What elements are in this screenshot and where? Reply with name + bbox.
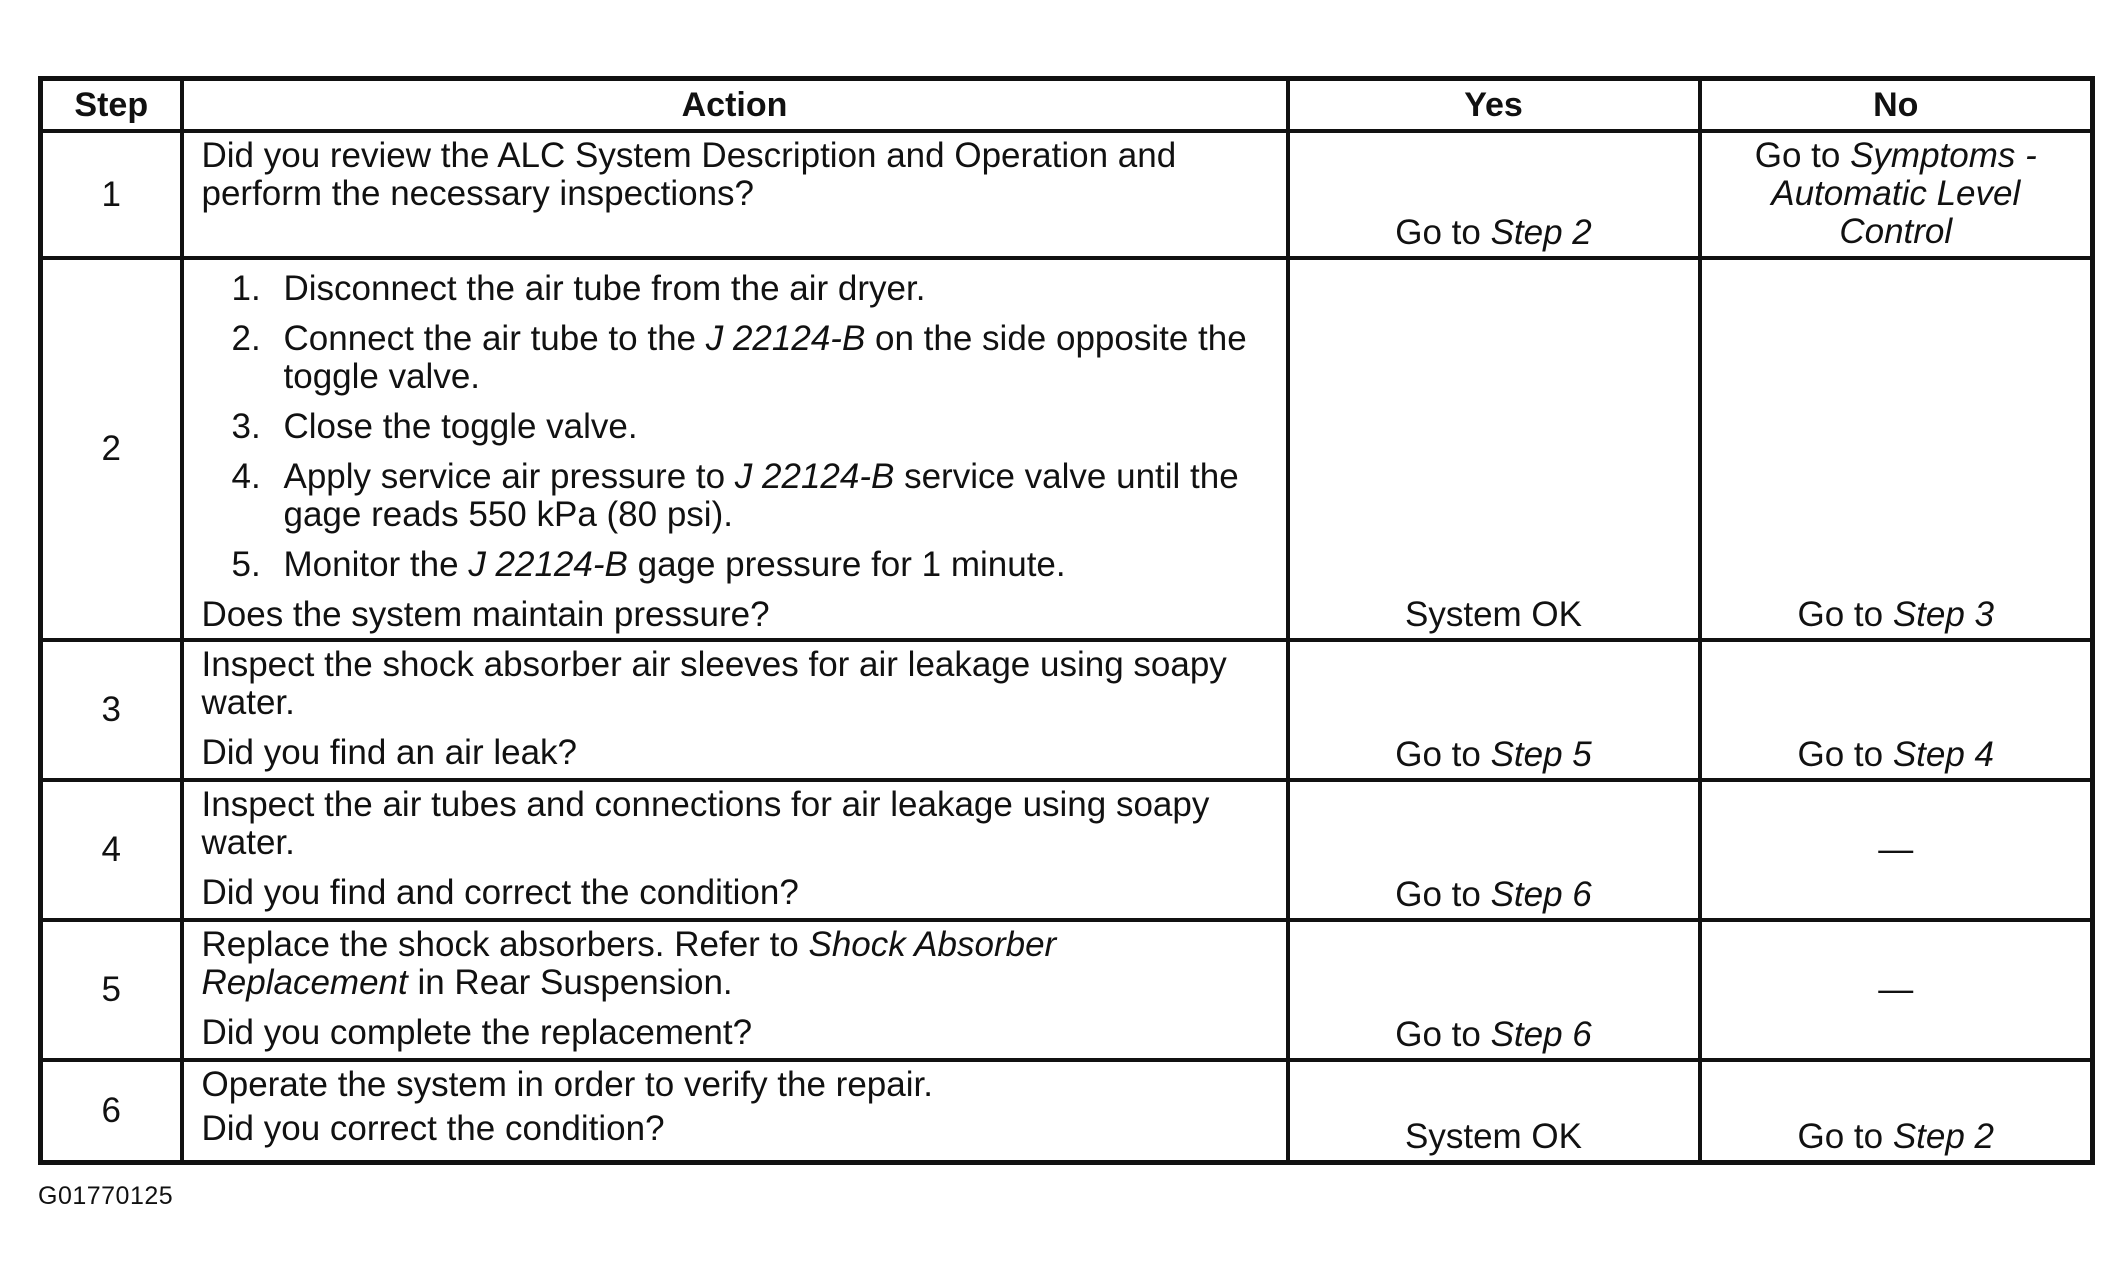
step-link[interactable]: Step 5 [1490, 735, 1592, 774]
yes-result: System OK [1405, 1116, 1582, 1156]
no-result [1702, 133, 2091, 251]
sub-step [202, 458, 1272, 534]
sub-step-text: service valve until the gage reads 550 kPa (80 psi). [283, 457, 1239, 534]
action-cell [182, 920, 1288, 1060]
action-text-part: in Rear Suspension. [407, 963, 733, 1002]
action-question: Did you find an air leak? [201, 733, 577, 772]
action-text: Inspect the shock absorber air sleeves for air leakage using soapy water. [201, 645, 1227, 722]
no-cell [1700, 1060, 2093, 1162]
no-result [1702, 736, 2091, 774]
header-action: Action [182, 79, 1288, 132]
no-cell [1700, 640, 2093, 780]
action-text [202, 926, 1272, 1002]
step-number: 2 [41, 258, 182, 640]
action-text: Inspect the air tubes and connections for air leakage using soapy water. [201, 785, 1210, 862]
sub-step-text: Disconnect the air tube from the air dryer. [283, 269, 926, 308]
no-result [1702, 1118, 2091, 1156]
step-number: 4 [41, 780, 182, 920]
yes-result [1290, 876, 1698, 914]
step-number: 3 [41, 640, 182, 780]
no-prefix: Go to [1797, 1116, 1893, 1156]
tool-reference: J 22124-B [734, 457, 895, 496]
action-cell [182, 131, 1288, 258]
yes-result [1290, 1016, 1698, 1054]
no-cell [1700, 780, 2093, 920]
table-row [41, 258, 2093, 640]
no-cell [1700, 258, 2093, 640]
yes-prefix: Go to [1395, 875, 1491, 914]
sub-step-text: Close the toggle valve. [283, 407, 638, 446]
action-text-part: Replace the shock absorbers. Refer to [201, 925, 809, 964]
sub-step-text: Apply service air pressure to [283, 457, 735, 496]
table-header-row [41, 79, 2093, 132]
sub-step-number: 3. [231, 407, 261, 446]
yes-prefix: Go to [1395, 213, 1491, 252]
sub-step-number: 4. [231, 457, 261, 496]
action-text: Operate the system in order to verify the repair. [201, 1065, 933, 1104]
yes-cell [1288, 920, 1700, 1060]
sub-step-number: 5. [231, 545, 261, 584]
step-link[interactable]: Step 2 [1892, 1116, 1995, 1156]
no-prefix: Go to [1797, 595, 1893, 634]
no-cell [1700, 920, 2093, 1060]
sub-step-text: gage pressure for 1 minute. [627, 545, 1066, 584]
step-number: 1 [41, 131, 182, 258]
tool-reference: J 22124-B [705, 319, 866, 358]
table-row [41, 1060, 2093, 1162]
table-row [41, 640, 2093, 780]
step-number: 6 [41, 1060, 182, 1162]
action-question: Did you correct the condition? [201, 1109, 665, 1148]
header-step: Step [41, 79, 182, 132]
sub-step-text: on the side opposite the toggle valve. [283, 319, 1247, 396]
no-prefix: Go to [1754, 136, 1851, 175]
no-prefix: Go to [1797, 735, 1893, 774]
diagnostic-table [38, 76, 2095, 1165]
step-number: 5 [41, 920, 182, 1060]
header-yes: Yes [1288, 79, 1700, 132]
yes-result: System OK [1405, 595, 1582, 634]
symptoms-link[interactable]: Symptoms - Automatic Level Control [1771, 136, 2037, 251]
step-link[interactable]: Step 2 [1490, 213, 1592, 252]
step-link[interactable]: Step 6 [1490, 1015, 1592, 1054]
table-row [41, 920, 2093, 1060]
step-link[interactable]: Step 4 [1892, 735, 1995, 774]
table-row [41, 131, 2093, 258]
figure-id: G01770125 [38, 1182, 174, 1210]
sub-step-list [202, 270, 1272, 584]
no-result [1702, 596, 2091, 634]
sub-step [202, 546, 1272, 584]
tool-reference: J 22124-B [468, 545, 628, 584]
yes-cell [1288, 131, 1700, 258]
action-question: Did you complete the replacement? [201, 1013, 753, 1052]
yes-result [1290, 214, 1698, 252]
action-cell [182, 1060, 1288, 1162]
yes-cell [1288, 258, 1700, 640]
action-question: Does the system maintain pressure? [201, 595, 770, 634]
sub-step [202, 320, 1272, 396]
action-cell [182, 640, 1288, 780]
sub-step-text: Monitor the [283, 545, 469, 584]
sub-step-text: Connect the air tube to the [283, 319, 706, 358]
no-result-dash: — [1878, 830, 1914, 869]
sub-step [202, 270, 1272, 308]
procedure-link[interactable]: Shock Absorber Replacement [201, 925, 1057, 1002]
step-link[interactable]: Step 6 [1490, 875, 1592, 914]
header-no: No [1700, 79, 2093, 132]
yes-prefix: Go to [1395, 735, 1491, 774]
table-row [41, 780, 2093, 920]
yes-cell [1288, 640, 1700, 780]
yes-cell [1288, 780, 1700, 920]
action-text: Did you review the ALC System Description and Operation and perform the necessary inspections? [201, 136, 1177, 213]
yes-result [1290, 736, 1698, 774]
step-link[interactable]: Step 3 [1892, 595, 1995, 634]
yes-prefix: Go to [1395, 1015, 1491, 1054]
action-cell [182, 780, 1288, 920]
no-result-dash: — [1878, 970, 1914, 1009]
sub-step-number: 1. [231, 269, 261, 308]
no-cell [1700, 131, 2093, 258]
action-cell [182, 258, 1288, 640]
action-question: Did you find and correct the condition? [201, 873, 799, 912]
yes-cell [1288, 1060, 1700, 1162]
sub-step-number: 2. [231, 319, 261, 358]
sub-step [202, 408, 1272, 446]
